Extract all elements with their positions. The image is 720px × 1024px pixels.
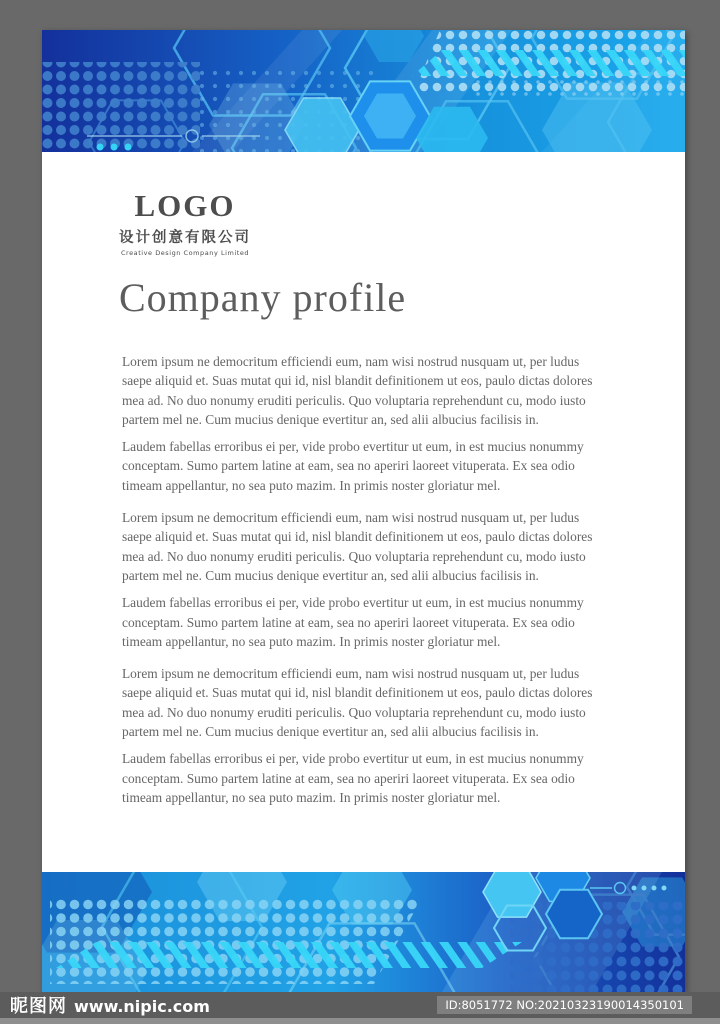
- document-page: [42, 30, 685, 992]
- watermark-bar: [0, 992, 720, 1018]
- image-id-badge: ID:8051772 NO:20210323190014350101: [437, 996, 692, 1014]
- logo-subtitle-chinese: 设计创意有限公司: [119, 229, 251, 246]
- paragraph: Laudem fabellas erroribus ei per, vide probo evertitur ut eum, in est mucius nonummy conceptam. Sumo partem latine at eam, sea no aperiri laoreet vituperata. Ex sea odio timeam appellantur, no sea puto mazim. In primis noster gloriatur mel.: [122, 439, 584, 493]
- nipic-url: www.nipic.com: [74, 997, 210, 1016]
- text-section: [122, 352, 610, 495]
- header-banner: [42, 30, 685, 152]
- logo-wordmark: LOGO: [134, 188, 236, 223]
- text-section: [122, 508, 610, 651]
- paragraph: Lorem ipsum ne democritum efficiendi eum, nam wisi nostrud nusquam ut, per ludus saepe aliquid et. Suas mutat qui id, nisl blandit definitionem ut eos, paulo dictas dolores mea ad. No duo nonumy eruditi periculis. Quo voluptaria reprehendunt cu, modo iusto partem mel ne. Cum mucius denique evertitur an, sed alii albucius facilisis in.: [122, 354, 593, 427]
- header-hex-pattern-graphic: [42, 30, 685, 152]
- company-logo: [118, 190, 252, 257]
- paragraph: Laudem fabellas erroribus ei per, vide probo evertitur ut eum, in est mucius nonummy conceptam. Sumo partem latine at eam, sea no aperiri laoreet vituperata. Ex sea odio timeam appellantur, no sea puto mazim. In primis noster gloriatur mel.: [122, 751, 584, 805]
- body-text: [122, 352, 610, 820]
- text-section: [122, 664, 610, 807]
- paragraph: Lorem ipsum ne democritum efficiendi eum, nam wisi nostrud nusquam ut, per ludus saepe aliquid et. Suas mutat qui id, nisl blandit definitionem ut eos, paulo dictas dolores mea ad. No duo nonumy eruditi periculis. Quo voluptaria reprehendunt cu, modo iusto partem mel ne. Cum mucius denique evertitur an, sed alii albucius facilisis in.: [122, 666, 593, 740]
- bottom-strip: [0, 1018, 720, 1024]
- nipic-brand: [10, 992, 210, 1018]
- page-title: Company profile: [119, 275, 407, 320]
- nipic-logo: 昵图网: [10, 996, 67, 1017]
- paragraph: Lorem ipsum ne democritum efficiendi eum, nam wisi nostrud nusquam ut, per ludus saepe aliquid et. Suas mutat qui id, nisl blandit definitionem ut eos, paulo dictas dolores mea ad. No duo nonumy eruditi periculis. Quo voluptaria reprehendunt cu, modo iusto partem mel ne. Cum mucius denique evertitur an, sed alii albucius facilisis in.: [122, 510, 593, 583]
- logo-subtitle-english: Creative Design Company Limited: [120, 248, 250, 257]
- footer-banner: [42, 872, 685, 992]
- footer-hex-pattern-graphic: [42, 872, 685, 992]
- paragraph: Laudem fabellas erroribus ei per, vide probo evertitur ut eum, in est mucius nonummy conceptam. Sumo partem latine at eam, sea no aperiri laoreet vituperata. Ex sea odio timeam appellantur, no sea puto mazim. In primis noster gloriatur mel.: [122, 595, 584, 649]
